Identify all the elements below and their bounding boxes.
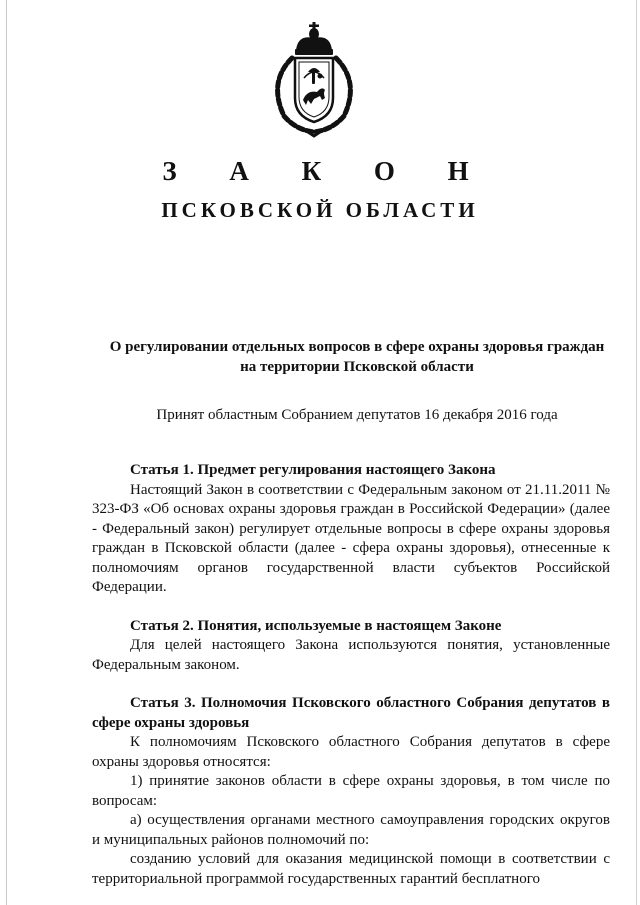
article-1-heading: Статья 1. Предмет регулирования настоящего Закона	[130, 462, 496, 478]
law-body	[92, 461, 610, 889]
law-name-line-1: О регулировании отдельных вопросов в сфере охраны здоровья граждан	[109, 339, 605, 355]
page-edge-right	[636, 0, 637, 905]
article-1-paragraph: Настоящий Закон в соответствии с Федеральным законом от 21.11.2011 № 323-ФЗ «Об основах охраны здоровья граждан в Российской Федерации» (далее - Федеральный закон) регулирует отдельные вопросы в сфере охраны здоровья граждан в Псковской области (далее - сфера охраны здоровья), отнесенные к полномочиям органов государственной власти субъектов Российской Федерации.	[92, 481, 610, 595]
law-name	[92, 337, 622, 377]
article-2-paragraph: Для целей настоящего Закона используются понятия, установленные Федеральным законом.	[92, 637, 610, 673]
article-2-heading: Статья 2. Понятия, используемые в настоящем Законе	[130, 617, 502, 634]
article-3-heading: Статья 3. Полномочия Псковского областного Собрания депутатов в сфере охраны здоровья	[92, 695, 610, 731]
coat-of-arms-icon	[262, 20, 366, 140]
article-3-paragraph: созданию условий для оказания медицинской помощи в соответствии с территориальной программой государственных гарантий бесплатного	[92, 851, 610, 887]
adoption-statement: Принят областным Собранием депутатов 16 декабря 2016 года	[156, 407, 558, 423]
document-title: З А К О Н	[162, 156, 492, 186]
article-3-paragraph: К полномочиям Псковского областного Собрания депутатов в сфере охраны здоровья относятся:	[92, 734, 610, 770]
document-subtitle: ПСКОВСКОЙ ОБЛАСТИ	[161, 198, 479, 222]
article-3-paragraph: а) осуществления органами местного самоуправления городских округов и муниципальных районов полномочий по:	[92, 812, 610, 848]
page-edge-left	[6, 0, 7, 905]
article-3-paragraph: 1) принятие законов области в сфере охраны здоровья, в том числе по вопросам:	[92, 773, 610, 809]
law-name-line-2: на территории Псковской области	[240, 359, 474, 375]
